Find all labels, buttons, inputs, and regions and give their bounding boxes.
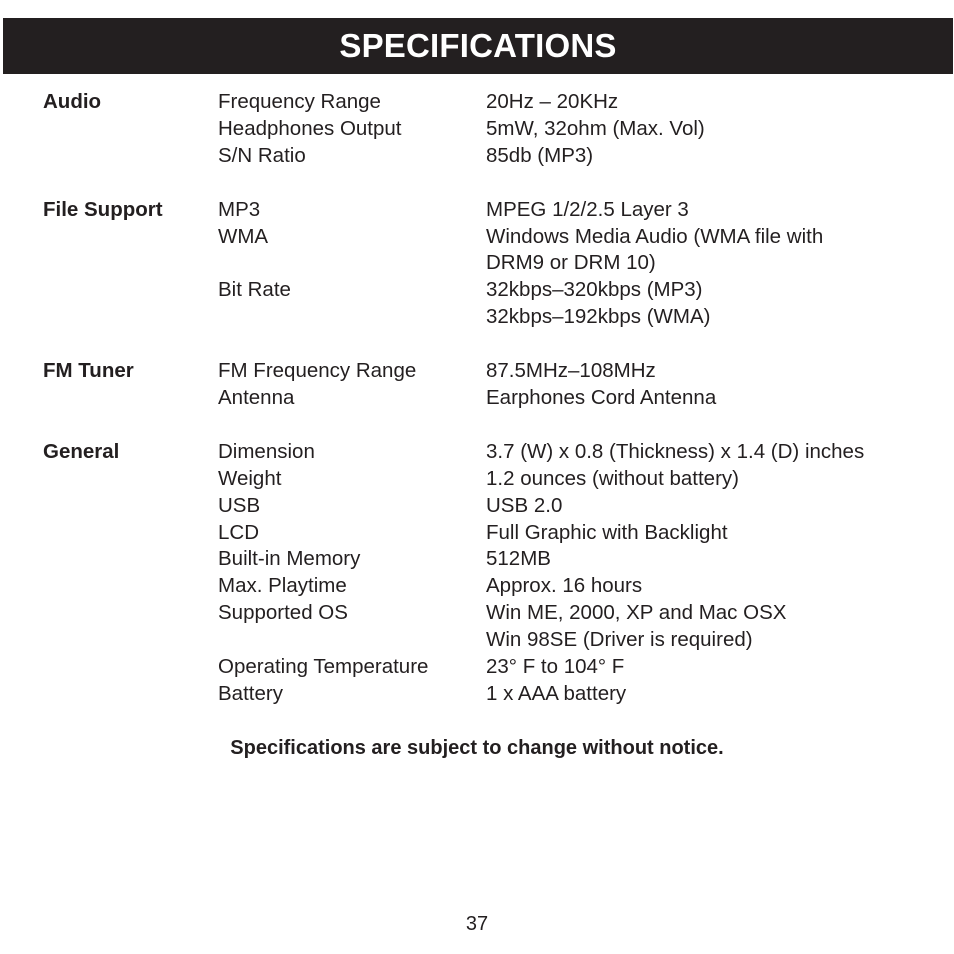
spec-row (43, 358, 923, 385)
spec-value: Win 98SE (Driver is required) (486, 628, 753, 652)
spec-row (43, 546, 923, 573)
spec-row (43, 493, 923, 520)
spec-row (43, 116, 923, 143)
spec-row (43, 89, 923, 116)
spec-row (43, 439, 923, 466)
spec-row (43, 197, 923, 224)
spec-label: Built-in Memory (218, 547, 361, 571)
spec-label: Antenna (218, 386, 295, 410)
spec-value: Full Graphic with Backlight (486, 520, 728, 544)
title-banner (3, 18, 953, 74)
spec-label: LCD (218, 520, 260, 544)
spec-row (43, 277, 923, 304)
category-label: General (43, 439, 120, 463)
section-fm-tuner (43, 358, 923, 412)
spec-row (43, 385, 923, 412)
spec-row (43, 466, 923, 493)
spec-row (43, 681, 923, 708)
spec-value: 3.7 (W) x 0.8 (Thickness) x 1.4 (D) inches (486, 439, 865, 463)
specifications-table (43, 89, 923, 735)
page-number: 37 (465, 913, 489, 935)
spec-value: 512MB (486, 547, 551, 571)
section-file-support (43, 197, 923, 331)
spec-label: Max. Playtime (218, 574, 347, 598)
spec-value: Win ME, 2000, XP and Mac OSX (486, 601, 787, 625)
spec-label: S/N Ratio (218, 143, 306, 167)
spec-value: 32kbps–192kbps (WMA) (486, 305, 711, 329)
spec-row (43, 573, 923, 600)
spec-value: 87.5MHz–108MHz (486, 359, 656, 383)
spec-label: FM Frequency Range (218, 359, 417, 383)
page-title: SPECIFICATIONS (339, 27, 617, 64)
spec-label: Battery (218, 681, 283, 705)
spec-row (43, 250, 923, 277)
spec-row (43, 520, 923, 547)
spec-label: Headphones Output (218, 116, 402, 140)
spec-row (43, 600, 923, 627)
spec-value: 85db (MP3) (486, 143, 594, 167)
spec-value: 1.2 ounces (without battery) (486, 466, 739, 490)
spec-row (43, 627, 923, 654)
spec-value: 20Hz – 20KHz (486, 90, 619, 113)
spec-value: USB 2.0 (486, 493, 563, 517)
spec-label: Supported OS (218, 601, 348, 625)
category-label: File Support (43, 197, 163, 221)
spec-value: MPEG 1/2/2.5 Layer 3 (486, 197, 689, 221)
spec-label: Bit Rate (218, 278, 291, 302)
spec-value: DRM9 or DRM 10) (486, 251, 656, 275)
spec-row (43, 224, 923, 251)
spec-value: 32kbps–320kbps (MP3) (486, 278, 703, 302)
section-general (43, 439, 923, 708)
spec-label: Operating Temperature (218, 655, 429, 679)
spec-label: Frequency Range (218, 90, 381, 113)
category-label: FM Tuner (43, 359, 134, 383)
spec-label: MP3 (218, 197, 261, 221)
spec-row (43, 304, 923, 331)
spec-label: Weight (218, 466, 282, 490)
spec-value: 23° F to 104° F (486, 655, 625, 679)
spec-value: Approx. 16 hours (486, 574, 643, 598)
disclaimer-note: Specifications are subject to change without notice. (230, 737, 724, 759)
spec-value: 1 x AAA battery (486, 681, 627, 705)
spec-label: USB (218, 493, 261, 517)
spec-row (43, 654, 923, 681)
spec-label: Dimension (218, 439, 315, 463)
spec-label: WMA (218, 224, 269, 248)
spec-value: Windows Media Audio (WMA file with (486, 224, 824, 248)
spec-value: 5mW, 32ohm (Max. Vol) (486, 116, 705, 140)
section-audio (43, 89, 923, 170)
category-label: Audio (43, 90, 102, 113)
spec-value: Earphones Cord Antenna (486, 386, 717, 410)
spec-row (43, 143, 923, 170)
